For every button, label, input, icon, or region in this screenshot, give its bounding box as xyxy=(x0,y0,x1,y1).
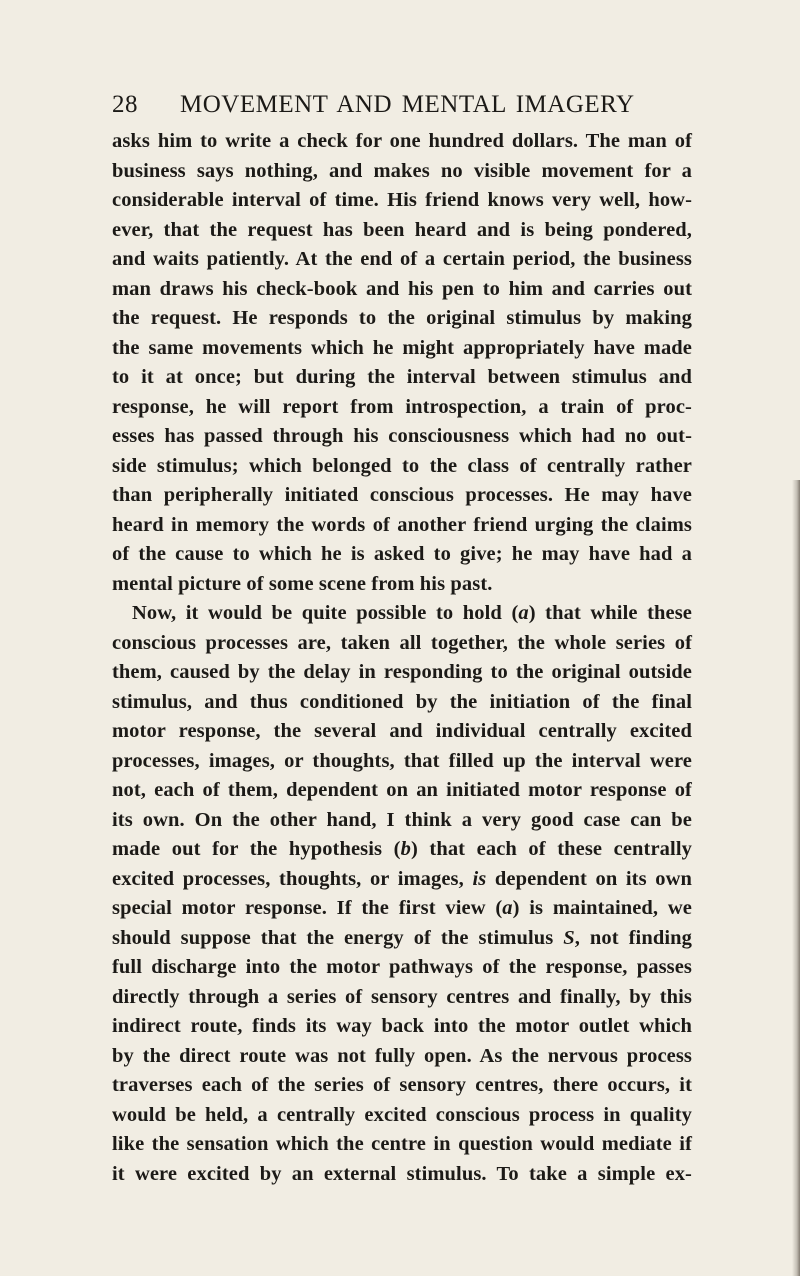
text-line: business says nothing, and makes no visible movement for a xyxy=(112,159,692,182)
text-line: heard in memory the words of another friend urging the claims xyxy=(112,513,692,536)
text-line: man draws his check-book and his pen to him and carries out xyxy=(112,277,692,300)
text-line: should suppose that the energy of the stimulus S, not finding xyxy=(112,926,692,949)
text-line: response, he will report from introspection, a train of proc- xyxy=(112,395,692,418)
text-line: excited processes, thoughts, or images, is dependent on its own xyxy=(112,867,692,890)
text-line: like the sensation which the centre in question would mediate if xyxy=(112,1133,692,1155)
text-line: its own. On the other hand, I think a very good case can be xyxy=(112,808,692,831)
running-head xyxy=(112,88,692,122)
text-line: not, each of them, dependent on an initiated motor response of xyxy=(112,779,692,801)
text-line: it were excited by an external stimulus. To take a simple ex- xyxy=(112,1162,692,1185)
text-line: side stimulus; which belonged to the class of centrally rather xyxy=(112,454,692,477)
text-line: would be held, a centrally excited conscious process in quality xyxy=(112,1103,692,1126)
text-line: considerable interval of time. His friend knows very well, how- xyxy=(112,189,692,211)
text-line: traverses each of the series of sensory centres, there occurs, it xyxy=(112,1074,692,1096)
body-text xyxy=(112,127,692,1189)
text-line: stimulus, and thus conditioned by the initiation of the final xyxy=(112,690,692,713)
text-line: motor response, the several and individual centrally excited xyxy=(112,720,692,742)
text-line: by the direct route was not fully open. As the nervous process xyxy=(112,1044,692,1067)
text-line: made out for the hypothesis (b) that each of these centrally xyxy=(112,838,692,860)
text-line: indirect route, finds its way back into the motor outlet which xyxy=(112,1015,692,1037)
text-line: the request. He responds to the original stimulus by making xyxy=(112,307,692,329)
page-number: 28 xyxy=(112,91,138,118)
text-line: the same movements which he might appropriately have made xyxy=(112,336,692,359)
text-line: special motor response. If the first view (a) is maintained, we xyxy=(112,897,692,919)
binding-edge-shadow xyxy=(792,480,800,1276)
text-line: to it at once; but during the interval between stimulus and xyxy=(112,366,692,388)
text-line: asks him to write a check for one hundred dollars. The man of xyxy=(112,130,692,152)
text-line: full discharge into the motor pathways of the response, passes xyxy=(112,956,692,978)
text-line: directly through a series of sensory centres and finally, by this xyxy=(112,985,692,1008)
text-line: than peripherally initiated conscious processes. He may have xyxy=(112,484,692,506)
text-line: processes, images, or thoughts, that filled up the interval were xyxy=(112,749,692,772)
text-line: Now, it would be quite possible to hold (a) that while these xyxy=(132,602,692,624)
text-line: them, caused by the delay in responding to the original outside xyxy=(112,661,692,683)
text-line: esses has passed through his consciousness which had no out- xyxy=(112,425,692,447)
text-line: mental picture of some scene from his past. xyxy=(112,572,493,595)
running-title: MOVEMENT AND MENTAL IMAGERY xyxy=(180,91,635,118)
text-line: conscious processes are, taken all together, the whole series of xyxy=(112,631,692,654)
text-line: of the cause to which he is asked to give; he may have had a xyxy=(112,543,692,565)
text-line: ever, that the request has been heard and is being pondered, xyxy=(112,218,692,241)
text-line: and waits patiently. At the end of a certain period, the business xyxy=(112,248,692,270)
